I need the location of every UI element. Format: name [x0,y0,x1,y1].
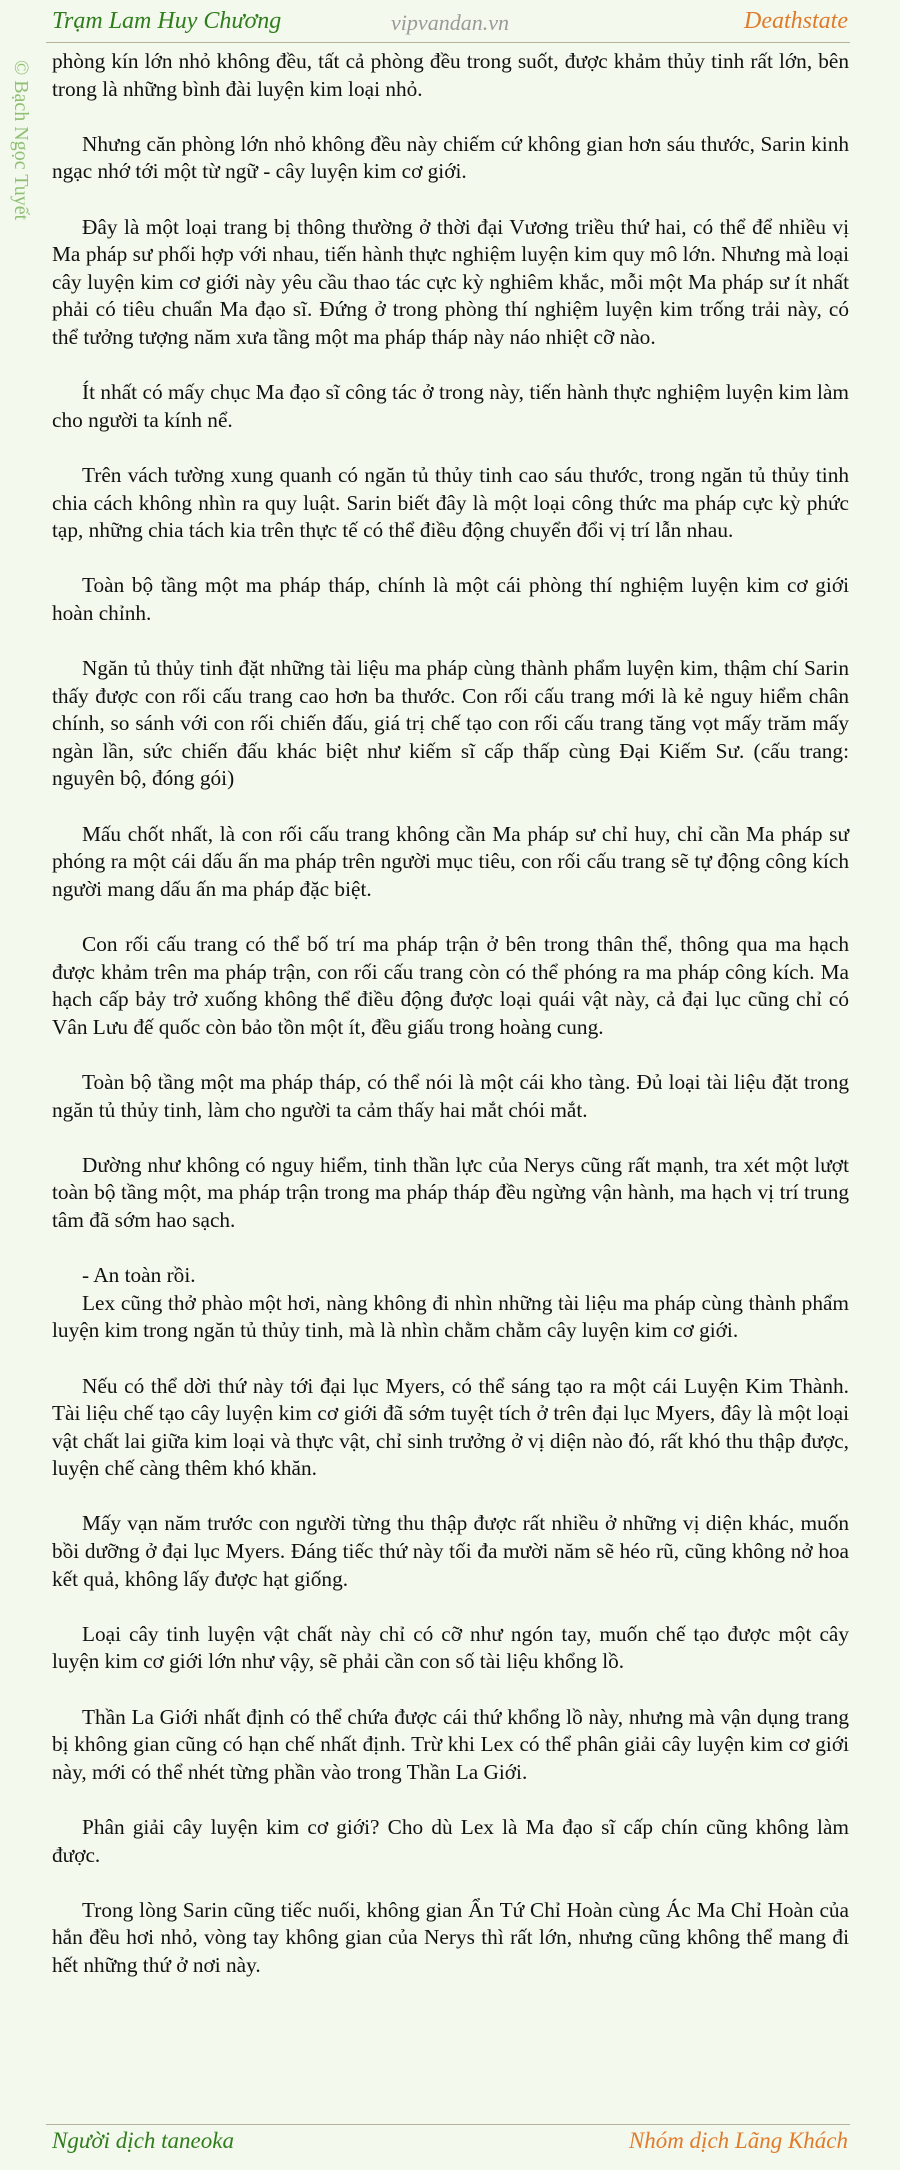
footer-group: Nhóm dịch Lãng Khách [628,2128,848,2153]
paragraph: Ngăn tủ thủy tinh đặt những tài liệu ma pháp cùng thành phẩm luyện kim, thậm chí Sarin thấy được con rối cấu trang cao hơn ba thước. Con rối cấu trang mới là kẻ nguy hiểm chân chính, so sánh với con rối chiến đấu, giá trị chế tạo con rối cấu trang tăng vọt mấy trăm mấy ngàn lần, sức chiến đấu khác biệt như kiếm sĩ cấp thấp cùng Đại Kiếm Sư. (cấu trang: nguyên bộ, đóng gói) [52,656,849,791]
paragraph: Toàn bộ tầng một ma pháp tháp, có thể nói là một cái kho tàng. Đủ loại tài liệu đặt trong ngăn tủ thủy tinh, làm cho người ta cảm thấy hai mắt chói mắt. [52,1069,849,1122]
footer-divider [46,2124,850,2125]
paragraph: Thần La Giới nhất định có thể chứa được cái thứ khổng lồ này, nhưng mà vận dụng trang bị không gian cũng có hạn chế nhất định. Trừ khi Lex có thể phân giải cây luyện kim cơ giới này, mới có thể nhét từng phần vào trong Thần La Giới. [52,1704,849,1784]
paragraph: phòng kín lớn nhỏ không đều, tất cả phòng đều trong suốt, được khảm thủy tinh rất lớn, bên trong là những bình đài luyện kim loại nhỏ. [52,49,849,101]
paragraph: Trên vách tường xung quanh có ngăn tủ thủy tinh cao sáu thước, trong ngăn tủ thủy tinh chia cách không nhìn ra quy luật. Sarin biết đây là một loại công thức ma pháp cực kỳ phức tạp, những chia tách kia trên thực tế có thể điều động chuyển đổi vị trí lẫn nhau. [52,462,849,543]
paragraph: Loại cây tinh luyện vật chất này chỉ có cỡ như ngón tay, muốn chế tạo được một cây luyện kim cơ giới lớn như vậy, sẽ phải cần con số tài liệu khổng lồ. [52,1621,849,1674]
side-watermark [12,60,42,260]
header-divider [46,42,850,43]
page-header [0,0,900,44]
paragraph: Mấu chốt nhất, là con rối cấu trang không cần Ma pháp sư chỉ huy, chỉ cần Ma pháp sư phóng ra một cái dấu ấn ma pháp trên người mục tiêu, con rối cấu trang sẽ tự động công kích người mang dấu ấn ma pháp đặc biệt. [52,821,849,901]
header-url: vipvandan.vn [391,10,509,35]
paragraph: Phân giải cây luyện kim cơ giới? Cho dù Lex là Ma đạo sĩ cấp chín cũng không làm được. [52,1815,849,1867]
paragraph: Nhưng căn phòng lớn nhỏ không đều này chiếm cứ không gian hơn sáu thước, Sarin kinh ngạc nhớ tới một từ ngữ - cây luyện kim cơ giới. [52,131,849,184]
paragraph: Nếu có thể dời thứ này tới đại lục Myers, có thể sáng tạo ra một cái Luyện Kim Thành. Tài liệu chế tạo cây luyện kim cơ giới đã sớm tuyệt tích ở trên đại lục Myers, đây là một loại vật chất lai giữa kim loại và thực vật, chỉ sinh trưởng ở vị diện nào đó, rất khó thu thập được, luyện chế càng thêm khó khăn. [52,1373,849,1481]
paragraph: Con rối cấu trang có thể bố trí ma pháp trận ở bên trong thân thể, thông qua ma hạch được khảm trên ma pháp trận, con rối cấu trang còn có thể phóng ra ma pháp công kích. Ma hạch cấp bảy trở xuống không thể điều động được loại quái vật này, cả đại lục cũng chỉ có Vân Lưu đế quốc còn bảo tồn một ít, đều giấu trong hoàng cung. [52,932,849,1039]
paragraph: Lex cũng thở phào một hơi, nàng không đi nhìn những tài liệu ma pháp cùng thành phẩm luyện kim trong ngăn tủ thủy tinh, mà là nhìn chằm chằm cây luyện kim cơ giới. [52,1290,849,1343]
header-author: Deathstate [744,8,848,34]
paragraph: Mấy vạn năm trước con người từng thu thập được rất nhiều ở những vị diện khác, muốn bồi dưỡng ở đại lục Myers. Đáng tiếc thứ này tối đa mười năm sẽ héo rũ, cũng không nở hoa kết quả, không lấy được hạt giống. [52,1511,849,1591]
dialogue-line: - An toàn rồi. [82,1263,196,1288]
paragraph: Dường như không có nguy hiểm, tinh thần lực của Nerys cũng rất mạnh, tra xét một lượt toàn bộ tầng một, ma pháp trận trong ma pháp tháp đều ngừng vận hành, ma hạch vị trí trung tâm đã sớm hao sạch. [52,1152,849,1232]
header-site-name: Trạm Lam Huy Chương [52,8,282,34]
chapter-body [52,48,849,2007]
watermark-text: © Bạch Ngọc Tuyết [10,60,32,221]
footer-translator: Người dịch taneoka [52,2128,234,2153]
paragraph: Ít nhất có mấy chục Ma đạo sĩ công tác ở trong này, tiến hành thực nghiệm luyện kim làm cho người ta kính nể. [52,380,849,432]
paragraph: Toàn bộ tầng một ma pháp tháp, chính là một cái phòng thí nghiệm luyện kim cơ giới hoàn chỉnh. [52,573,849,625]
paragraph: Đây là một loại trang bị thông thường ở thời đại Vương triều thứ hai, có thể để nhiều vị Ma pháp sư phối hợp với nhau, tiến hành thực nghiệm luyện kim quy mô lớn. Nhưng mà loại cây luyện kim cơ giới này yêu cầu thao tác cực kỳ nghiêm khắc, mỗi một Ma pháp sư ít nhất phải có tiêu chuẩn Ma đạo sĩ. Đứng ở trong phòng thí nghiệm luyện kim trống trải này, có thể tưởng tượng năm xưa tầng một ma pháp tháp này náo nhiệt cỡ nào. [52,214,849,349]
paragraph: Trong lòng Sarin cũng tiếc nuối, không gian Ẩn Tứ Chỉ Hoàn cùng Ác Ma Chỉ Hoàn của hắn đều hơi nhỏ, vòng tay không gian của Nerys thì rất lớn, nhưng cũng không thể mang đi hết những thứ ở nơi này. [52,1897,849,1977]
